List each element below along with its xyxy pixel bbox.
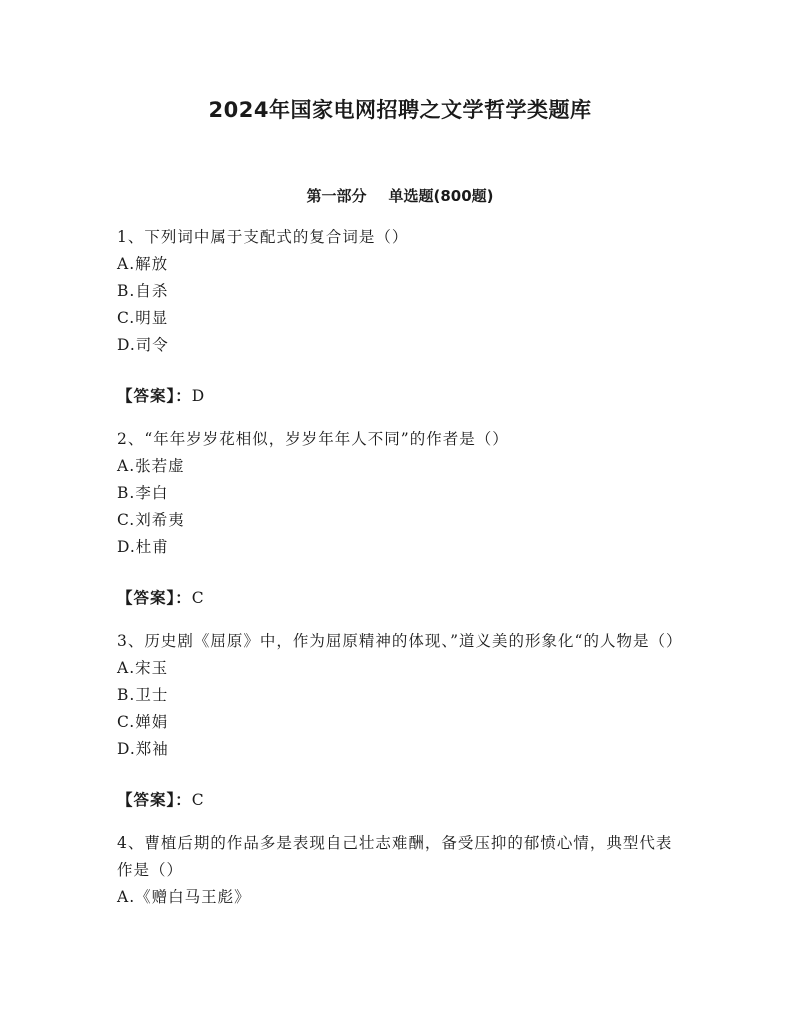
answer-option: C.刘希夷 xyxy=(117,511,185,529)
answer-line xyxy=(117,585,677,612)
answer-option: D.司令 xyxy=(117,336,169,354)
question-stem: 1、下列词中属于支配式的复合词是（） xyxy=(117,228,409,246)
answer-line xyxy=(117,383,677,410)
answer-value: D xyxy=(191,387,206,405)
document-title: 2024年国家电网招聘之文学哲学类题库 xyxy=(208,98,592,122)
question-item xyxy=(117,426,677,612)
answer-option: A.张若虚 xyxy=(117,457,185,475)
answer-option: A.宋玉 xyxy=(117,659,169,677)
answer-option: D.杜甫 xyxy=(117,538,169,556)
section-heading xyxy=(0,185,800,207)
question-item xyxy=(117,830,677,911)
answer-option: B.李白 xyxy=(117,484,169,502)
answer-option: A.解放 xyxy=(117,255,169,273)
answer-option: D.郑袖 xyxy=(117,740,169,758)
question-stem: 3、历史剧《屈原》中，作为屈原精神的体现、”道义美的形象化“的人物是（） xyxy=(117,632,683,650)
question-item xyxy=(117,224,677,410)
answer-option: B.卫士 xyxy=(117,686,169,704)
section-label: 单选题(800题) xyxy=(388,187,494,205)
question-item xyxy=(117,628,683,814)
answer-line xyxy=(117,787,677,814)
answer-label: 【答案】： xyxy=(117,791,192,809)
answer-option: C.明显 xyxy=(117,309,169,327)
question-list xyxy=(117,224,683,911)
answer-value: C xyxy=(191,791,205,809)
question-stem: 4、曹植后期的作品多是表现自己壮志难酬，备受压抑的郁愤心情，典型代表作是（） xyxy=(117,834,673,879)
answer-label: 【答案】： xyxy=(117,387,192,405)
answer-label: 【答案】： xyxy=(117,589,192,607)
answer-option: B.自杀 xyxy=(117,282,169,300)
answer-value: C xyxy=(191,589,205,607)
section-name: 第一部分 xyxy=(306,187,367,205)
question-stem: 2、“年年岁岁花相似，岁岁年年人不同”的作者是（） xyxy=(117,430,509,448)
answer-option: C.婵娟 xyxy=(117,713,169,731)
answer-option: A.《赠白马王彪》 xyxy=(117,888,251,906)
